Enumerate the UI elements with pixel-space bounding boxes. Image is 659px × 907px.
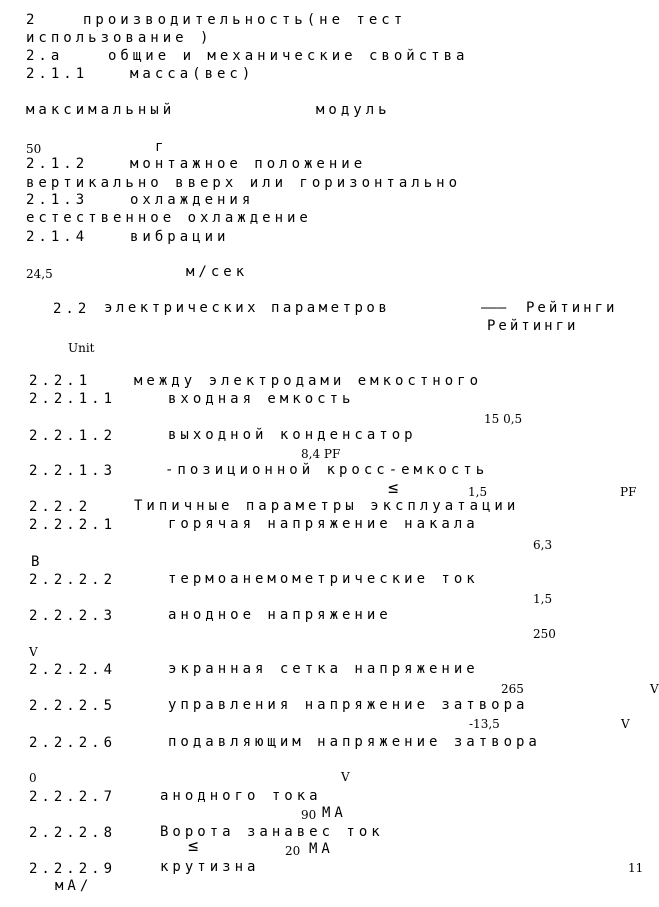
section-2222-title: термоанемометрические ток bbox=[168, 571, 479, 587]
section-2221-unit: В bbox=[31, 554, 44, 570]
section-213-value: естественное охлаждение bbox=[26, 210, 312, 226]
section-22-dash: ——— bbox=[481, 300, 507, 316]
section-2227-title: анодного тока bbox=[160, 788, 322, 804]
section-2221-title: горячая напряжение накала bbox=[168, 516, 479, 532]
section-2226-unit: V bbox=[341, 770, 350, 784]
section-2211-value: 15 0,5 bbox=[484, 412, 523, 426]
heading-title: производительность(не тест bbox=[83, 12, 407, 28]
vibration-unit: м/сек bbox=[186, 264, 249, 280]
section-2213-title: -позиционной кросс-емкость bbox=[165, 462, 489, 478]
section-2227-unit: МА bbox=[322, 805, 347, 821]
section-212-value: вертикально вверх или горизонтально bbox=[26, 175, 462, 191]
section-2226-number: 2.2.2.6 bbox=[29, 735, 117, 751]
section-2223-title: анодное напряжение bbox=[168, 607, 392, 623]
section-213-number: 2.1.3 bbox=[26, 192, 89, 208]
section-2213-value: 1,5 bbox=[468, 485, 488, 499]
section-2226-value: 0 bbox=[29, 771, 37, 785]
section-212-title: монтажное положение bbox=[130, 156, 367, 172]
section-2224-unit: V bbox=[650, 682, 659, 696]
mass-unit: г bbox=[155, 139, 168, 155]
section-2223-unit: V bbox=[29, 645, 38, 659]
section-2222-value: 1,5 bbox=[533, 592, 553, 606]
section-2227-number: 2.2.2.7 bbox=[29, 789, 117, 805]
section-2229-unit: мА/ bbox=[55, 878, 93, 894]
section-2223-value: 250 bbox=[533, 627, 556, 641]
section-2213-number: 2.2.1.3 bbox=[29, 463, 117, 479]
section-2228-number: 2.2.2.8 bbox=[29, 825, 117, 841]
less-equal-symbol-2: ≤ bbox=[188, 836, 199, 856]
section-22-title: электрических параметров bbox=[104, 300, 391, 316]
section-211-title: масса(вес) bbox=[130, 66, 255, 82]
mass-col-max: максимальный bbox=[26, 102, 176, 118]
section-2225-title: управления напряжение затвора bbox=[168, 697, 529, 713]
section-2222-number: 2.2.2.2 bbox=[29, 572, 117, 588]
section-2228-title: Ворота занавес ток bbox=[160, 824, 384, 840]
unit-header: Unit bbox=[68, 341, 95, 355]
section-2229-number: 2.2.2.9 bbox=[29, 861, 117, 877]
mass-value: 50 bbox=[26, 142, 42, 156]
section-2224-number: 2.2.2.4 bbox=[29, 662, 117, 678]
section-214-title: вибрации bbox=[130, 229, 230, 245]
section-213-title: охлаждения bbox=[130, 192, 255, 208]
mass-col-module: модуль bbox=[316, 102, 391, 118]
section-2226-title: подавляющим напряжение затвора bbox=[168, 734, 541, 750]
vibration-value: 24,5 bbox=[26, 267, 53, 281]
section-2224-value: 265 bbox=[501, 682, 524, 696]
section-2211-number: 2.2.1.1 bbox=[29, 391, 117, 407]
section-22-number: 2.2 bbox=[53, 301, 91, 317]
section-2225-unit: V bbox=[621, 717, 630, 731]
section-222-number: 2.2.2 bbox=[29, 499, 92, 515]
section-211-number: 2.1.1 bbox=[26, 66, 89, 82]
section-2228-unit: МА bbox=[309, 841, 334, 857]
section-2221-value: 6,3 bbox=[533, 538, 553, 552]
section-2a-title: общие и механические свойства bbox=[108, 48, 469, 64]
less-equal-symbol: ≤ bbox=[388, 478, 399, 498]
section-2212-number: 2.2.1.2 bbox=[29, 428, 117, 444]
rating-header-2: Рейтинги bbox=[487, 318, 579, 334]
section-2228-value: 20 bbox=[285, 844, 301, 858]
section-2227-value: 90 bbox=[301, 808, 317, 822]
section-2212-title: выходной конденсатор bbox=[168, 427, 417, 443]
section-2212-value: 8,4 PF bbox=[301, 447, 341, 461]
section-221-title: между электродами емкостного bbox=[134, 373, 483, 389]
heading-number: 2 bbox=[26, 12, 39, 28]
section-2229-title: крутизна bbox=[160, 859, 260, 875]
section-212-number: 2.1.2 bbox=[26, 156, 89, 172]
section-2224-title: экранная сетка напряжение bbox=[168, 661, 479, 677]
section-2229-value: 11 bbox=[628, 861, 644, 875]
section-2a-number: 2.а bbox=[26, 48, 64, 64]
heading-title-cont: использование ) bbox=[26, 30, 213, 46]
section-2221-number: 2.2.2.1 bbox=[29, 517, 117, 533]
section-2223-number: 2.2.2.3 bbox=[29, 608, 117, 624]
section-2211-title: входная емкость bbox=[168, 391, 355, 407]
section-214-number: 2.1.4 bbox=[26, 229, 89, 245]
section-2225-number: 2.2.2.5 bbox=[29, 698, 117, 714]
section-2213-unit: PF bbox=[620, 485, 637, 499]
section-222-title: Типичные параметры эксплуатации bbox=[134, 498, 520, 514]
section-221-number: 2.2.1 bbox=[29, 373, 92, 389]
rating-header-1: Рейтинги bbox=[526, 300, 618, 316]
section-2225-value: -13,5 bbox=[469, 717, 500, 731]
